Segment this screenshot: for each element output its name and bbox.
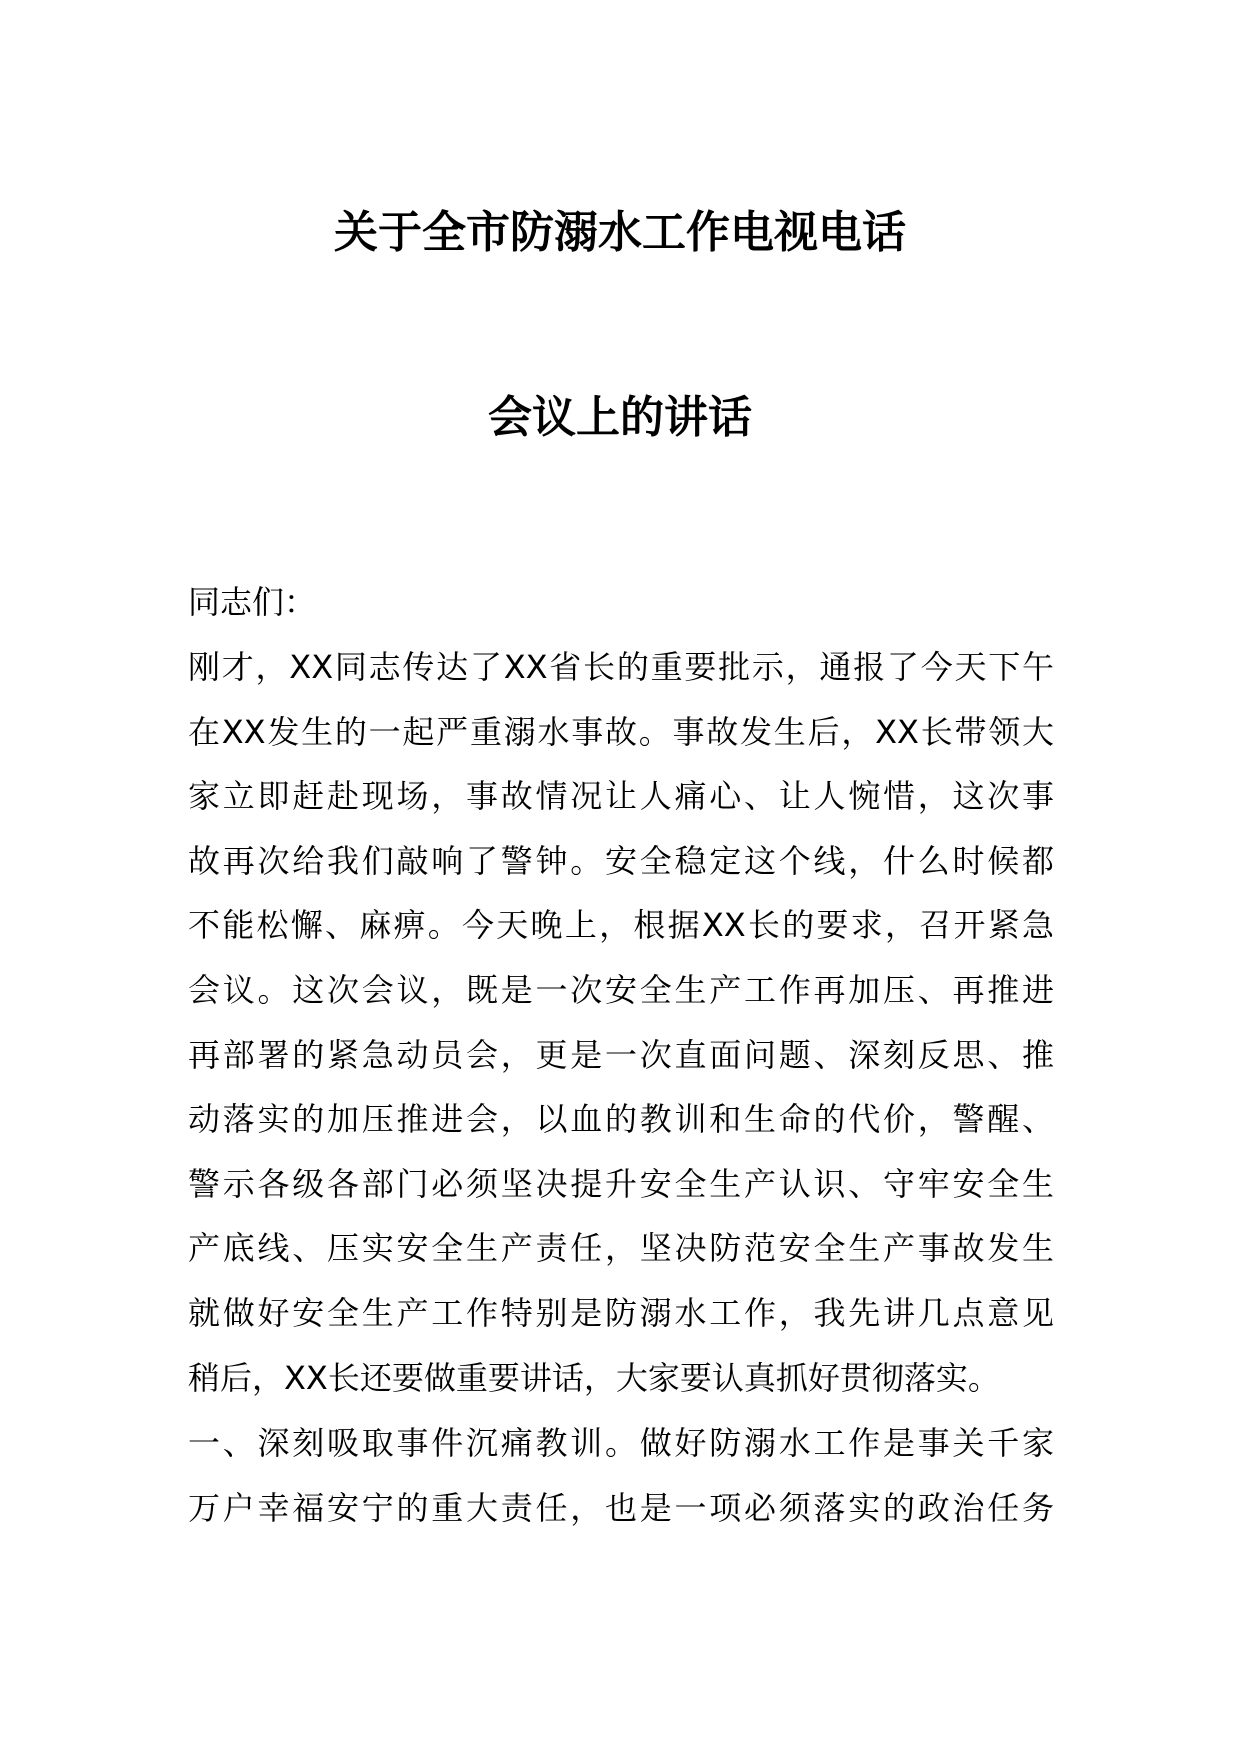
paragraph-line: 会议。这次会议，既是一次安全生产工作再加压、再推进 xyxy=(188,970,1054,1009)
paragraph-line: 刚才，XX同志传达了XX省长的重要批示，通报了今天下午 xyxy=(188,648,1054,686)
paragraph-line: 家立即赶赴现场，事故情况让人痛心、让人惋惜，这次事 xyxy=(188,777,1054,816)
paragraph-line: 万户幸福安宁的重大责任，也是一项必须落实的政治任务 xyxy=(188,1488,1054,1527)
paragraph-line: 不能松懈、麻痹。今天晚上，根据XX长的要求，召开紧急 xyxy=(188,906,1054,945)
paragraph-line: 一、深刻吸取事件沉痛教训。做好防溺水工作是事关千家 xyxy=(188,1424,1054,1462)
paragraph-line: 故再次给我们敲响了警钟。安全稳定这个线，什么时候都 xyxy=(188,841,1054,880)
paragraph-2 xyxy=(188,1411,1054,1540)
paragraph-line: 产底线、压实安全生产责任，坚决防范安全生产事故发生 xyxy=(188,1229,1054,1268)
paragraph-line: 在XX发生的一起严重溺水事故。事故发生后，XX长带领大 xyxy=(188,712,1054,751)
paragraph-line: 警示各级各部门必须坚决提升安全生产认识、守牢安全生 xyxy=(188,1164,1054,1203)
document-title-line-1: 关于全市防溺水工作电视电话 xyxy=(334,207,906,258)
paragraph-line: 稍后，XX长还要做重要讲话，大家要认真抓好贯彻落实。 xyxy=(188,1358,1000,1397)
paragraph-line: 动落实的加压推进会，以血的教训和生命的代价，警醒、 xyxy=(188,1100,1054,1139)
paragraph-line: 再部署的紧急动员会，更是一次直面问题、深刻反思、推 xyxy=(188,1035,1054,1074)
paragraph-line: 就做好安全生产工作特别是防溺水工作，我先讲几点意见 xyxy=(188,1293,1054,1332)
paragraph-1 xyxy=(188,635,1054,1410)
salutation: 同志们： xyxy=(188,583,317,621)
document-title-line-2: 会议上的讲话 xyxy=(488,392,752,443)
